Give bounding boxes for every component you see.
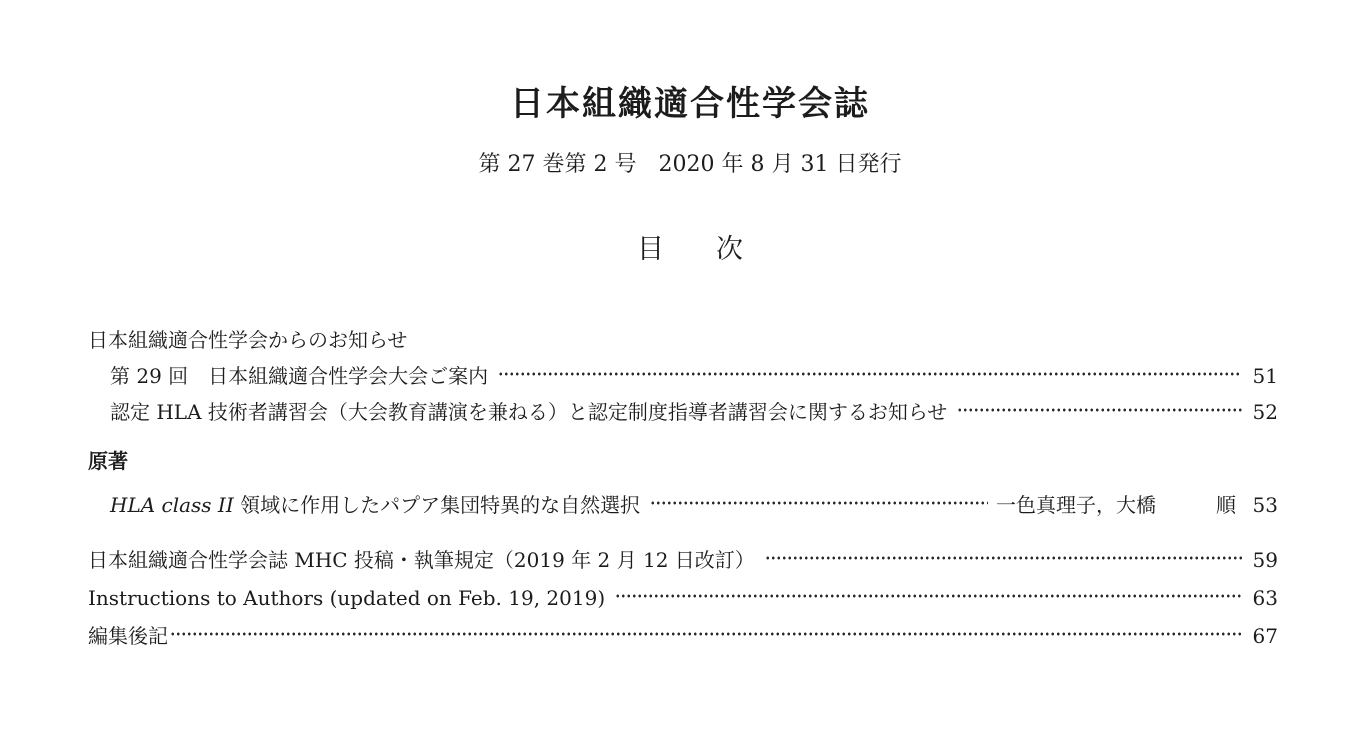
toc-entry-title xyxy=(110,487,640,523)
issue-date-line: 第 27 巻第 2 号 2020 年 8 月 31 日発行 xyxy=(478,151,902,177)
toc-entry-title: 日本組織適合性学会誌 MHC 投稿・執筆規定（2019 年 2 月 12 日改訂） xyxy=(88,547,755,572)
toc-entry-instructions-to-authors xyxy=(88,580,1278,616)
toc-entry-hla-workshop xyxy=(88,394,1278,430)
dot-leader xyxy=(765,549,1242,567)
toc-entry-mhc-submission-rules xyxy=(88,542,1278,578)
dot-leader xyxy=(957,401,1242,419)
table-of-contents xyxy=(88,322,1278,654)
article-authors: 一色真理子，大橋 順 xyxy=(996,492,1236,517)
toc-heading-char-left: 目 xyxy=(637,234,664,266)
toc-entry-title: 認定 HLA 技術者講習会（大会教育講演を兼ねる）と認定制度指導者講習会に関するお知らせ xyxy=(110,399,948,424)
dot-leader xyxy=(170,625,1242,643)
toc-heading xyxy=(88,234,1292,266)
article-title-italic-part: HLA class II xyxy=(110,492,234,517)
dot-leader xyxy=(615,587,1242,605)
page-number: 53 xyxy=(1252,492,1278,517)
dot-leader xyxy=(650,494,988,512)
section-header-label: 原著 xyxy=(88,448,128,473)
toc-entry-title: 第 29 回 日本組織適合性学会大会ご案内 xyxy=(110,363,489,388)
article-title-rest: 領域に作用したパプア集団特異的な自然選択 xyxy=(233,492,641,517)
page-number: 51 xyxy=(1252,363,1278,388)
toc-entry-title: 編集後記 xyxy=(88,623,168,648)
section-header-label: 日本組織適合性学会からのお知らせ xyxy=(88,327,408,352)
toc-entry-editors-postscript xyxy=(88,618,1278,654)
toc-entry-article-hla-class2 xyxy=(88,487,1278,523)
page-number: 52 xyxy=(1252,399,1278,424)
page-number: 63 xyxy=(1252,585,1278,610)
page-number: 59 xyxy=(1252,547,1278,572)
toc-entry-meeting-info xyxy=(88,358,1278,394)
section-header-announcements xyxy=(88,322,1278,358)
page-number: 67 xyxy=(1252,623,1278,648)
dot-leader xyxy=(498,365,1242,383)
section-header-original-articles xyxy=(88,443,1278,479)
journal-title: 日本組織適合性学会誌 xyxy=(510,84,870,124)
toc-entry-title: Instructions to Authors (updated on Feb. 19, 2019) xyxy=(88,585,606,610)
toc-heading-char-right: 次 xyxy=(716,234,743,266)
